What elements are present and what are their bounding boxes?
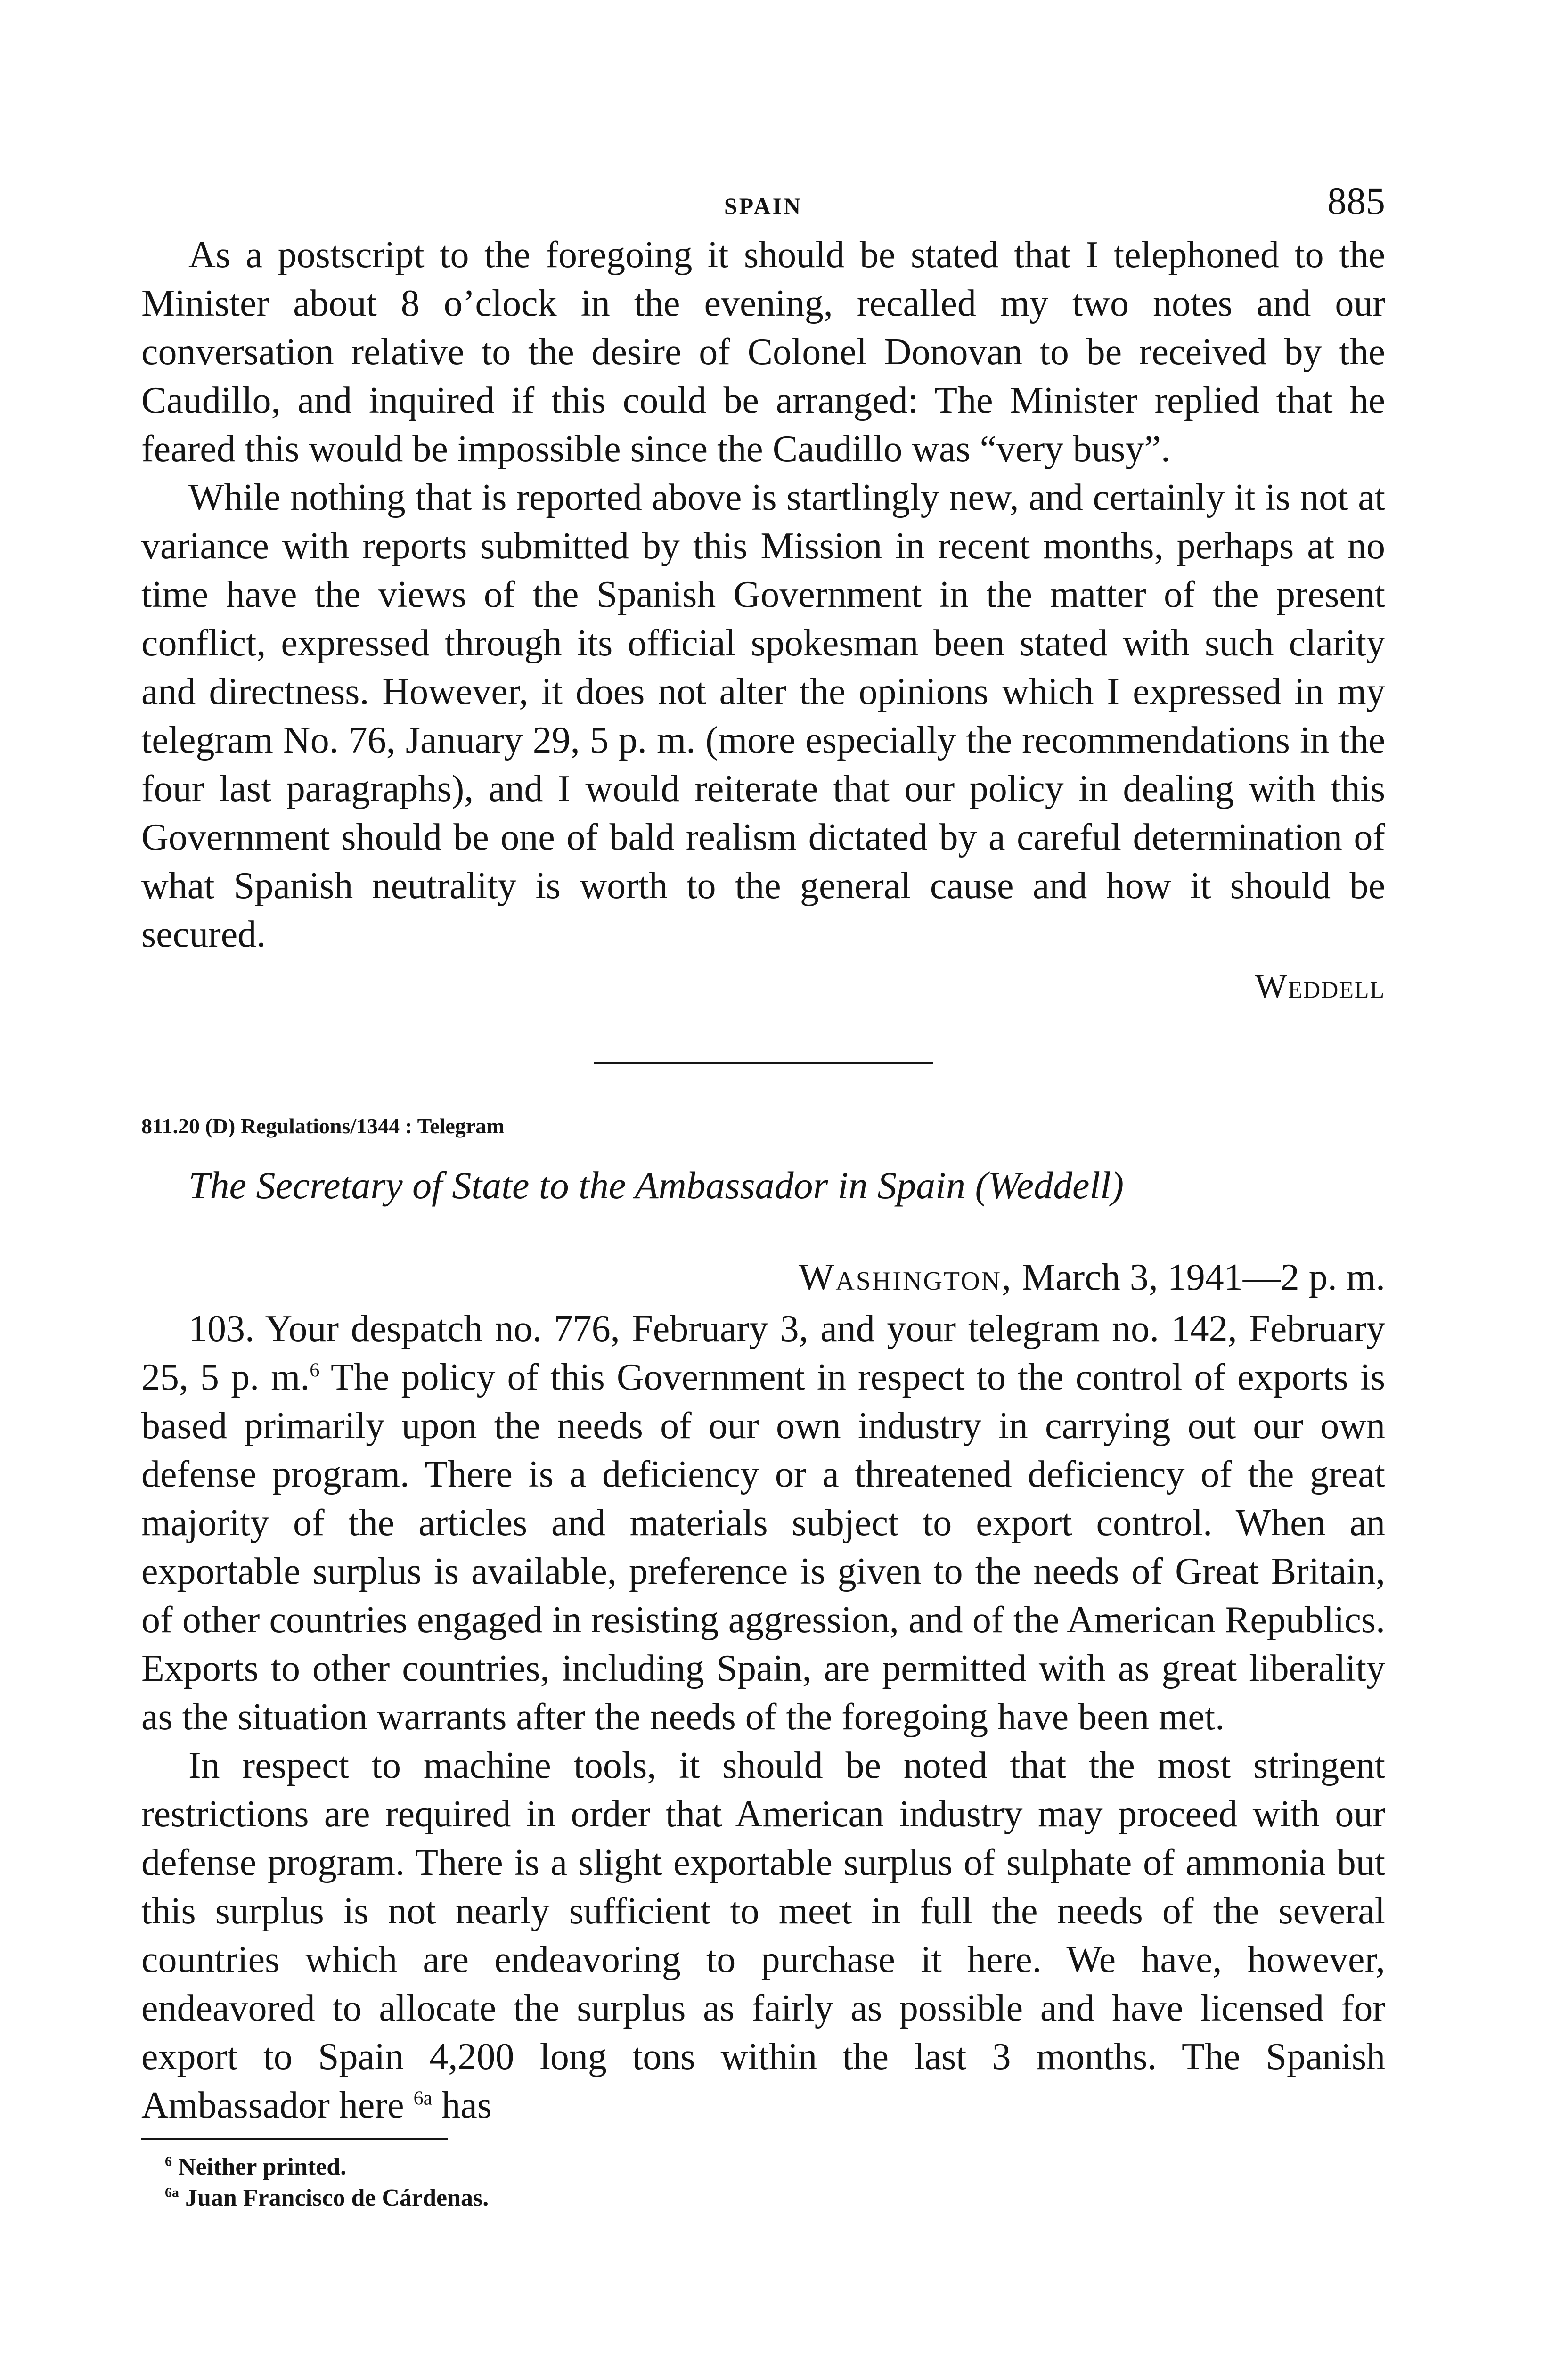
body-paragraph: While nothing that is reported above is startlingly new, and certainly it is not at variance with reports submitted by this Mission in recent months, perhaps at no time have the views of the Spanish Government in the matter of the present conflict, expressed through its official spokesman been stated with such clarity and directness. However, it does not alter the opinions which I expressed in my telegram No. 76, January 29, 5 p. m. (more especially the recommendations in the four last paragraphs), and I would reiterate that our policy in dealing with this Government should be one of bald realism dictated by a careful determination of what Spanish neutrality is worth to the general cause and how it should be secured. — [141, 477, 1385, 955]
paragraph-text: 103. Your despatch no. 776, February 3, and your telegram no. 142, February 25, 5 p. m. — [141, 1308, 1385, 1398]
footnote-marker: 6a — [413, 2087, 433, 2110]
paragraph-text: In respect to machine tools, it should be noted that the most stringent restrictions are required in order that American industry may proceed with our defense program. There is a slight exportable surplus of sulphate of ammonia but this surplus is not nearly sufficient to meet in full the needs of the several countries which are endeavoring to purchase it here. We have, however, endeavored to allocate the surplus as fairly as possible and have licensed for export to Spain 4,200 long tons within the last 3 months. The Spanish Ambassador here — [141, 1745, 1385, 2126]
footnote-text: Juan Francisco de Cárdenas. — [185, 2184, 489, 2211]
dateline-place: Washington, — [798, 1257, 1013, 1298]
dateline-date: March 3, 1941—2 p. m. — [1021, 1257, 1385, 1298]
footnote-text: Neither printed. — [178, 2153, 347, 2180]
footnote — [165, 2151, 1385, 2183]
footnote-marker: 6 — [310, 1359, 320, 1382]
footnote-marker: 6a — [165, 2184, 179, 2201]
signature: Weddell — [1255, 967, 1385, 1005]
file-reference: 811.20 (D) Regulations/1344 : Telegram — [141, 1114, 505, 1138]
footnote-rule — [141, 2138, 448, 2140]
running-title: SPAIN — [724, 193, 803, 219]
body-paragraph — [141, 1742, 1385, 2130]
document-page — [141, 179, 1385, 2214]
body-paragraph: As a postscript to the foregoing it should be stated that I telephoned to the Minister about 8 o’clock in the evening, recalled my two notes and our conversation relative to the desire of Colonel Donovan to be received by the Caudillo, and inquired if this could be arranged: The Minister replied that he feared this would be impossible since the Caudillo was “very busy”. — [141, 234, 1385, 470]
footnote — [165, 2183, 1385, 2214]
running-header — [141, 179, 1385, 231]
dateline — [141, 1254, 1385, 1301]
paragraph-text: has — [432, 2085, 492, 2126]
document-title: The Secretary of State to the Ambassador in Spain (Weddell) — [188, 1164, 1124, 1207]
page-number: 885 — [1327, 180, 1385, 222]
footnote-marker: 6 — [165, 2153, 172, 2169]
paragraph-text: The policy of this Government in respect to the control of exports is based primarily upon the needs of our own industry in carrying out our own defense program. There is a deficiency or a threatened deficiency of the great majority of the articles and materials subject to export control. When an exportable surplus is available, preference is given to the needs of Great Britain, of other countries engaged in resisting aggression, and of the American Republics. Exports to other countries, including Spain, are permitted with as great liberality as the situation warrants after the needs of the foregoing have been met. — [141, 1357, 1385, 1738]
body-paragraph — [141, 1305, 1385, 1742]
section-divider — [594, 1062, 933, 1064]
